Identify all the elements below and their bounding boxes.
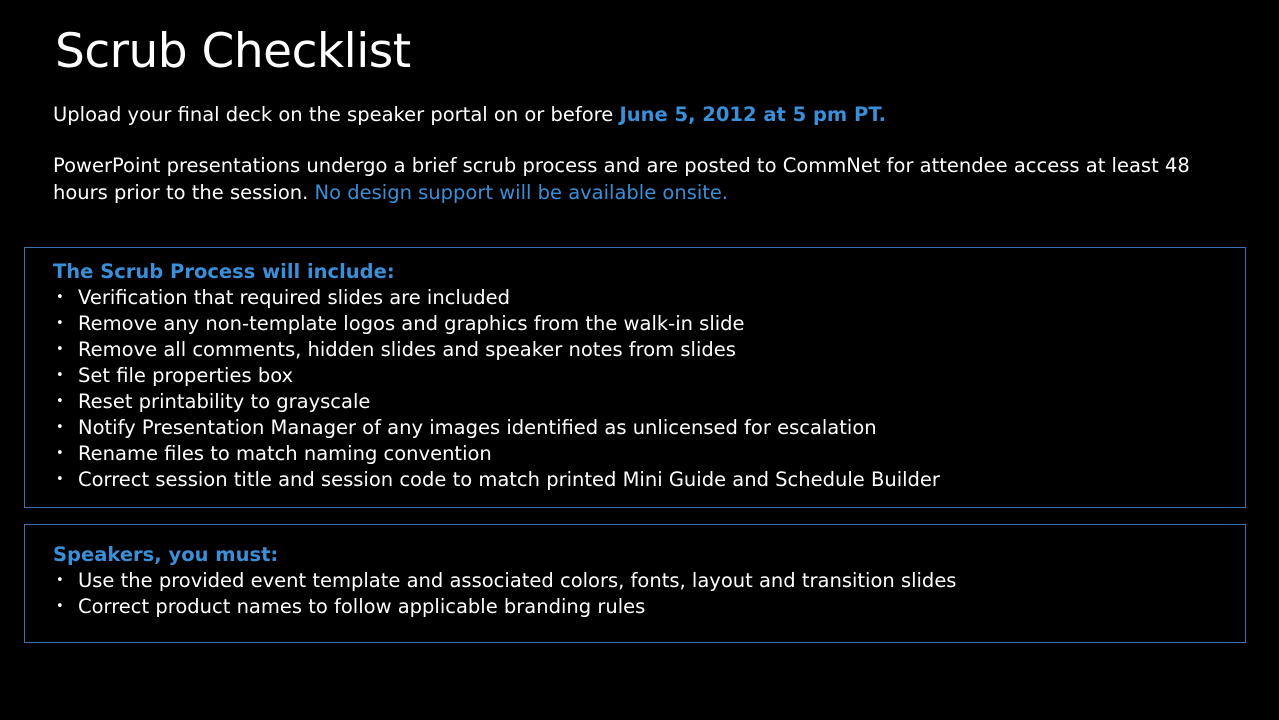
scrub-description-text: PowerPoint presentations undergo a brief scrub process and are posted to CommNet for attendee access at least 48 hours prior to the session.: [53, 154, 1190, 204]
list-item: [53, 441, 1245, 467]
design-support-note: No design support will be available onsite.: [314, 181, 729, 204]
bullet-icon: •: [56, 290, 64, 305]
list-item-text: Verification that required slides are included: [78, 286, 510, 309]
upload-deadline: June 5, 2012 at 5 pm PT.: [619, 103, 887, 126]
list-item: [53, 467, 1245, 493]
bullet-icon: •: [56, 394, 64, 409]
speakers-box: [24, 524, 1246, 643]
list-item-text: Notify Presentation Manager of any images identified as unlicensed for escalation: [78, 416, 877, 439]
list-item-text: Correct product names to follow applicable branding rules: [78, 595, 646, 618]
slide-title: Scrub Checklist: [55, 24, 411, 79]
list-item: [53, 594, 1245, 620]
list-item-text: Set file properties box: [78, 364, 294, 387]
list-item-text: Rename files to match naming convention: [78, 442, 492, 465]
bullet-icon: •: [56, 472, 64, 487]
list-item: [53, 363, 1245, 389]
list-item-text: Remove all comments, hidden slides and speaker notes from slides: [78, 338, 736, 361]
speakers-list: [53, 568, 1245, 620]
bullet-icon: •: [56, 599, 64, 614]
scrub-process-list: [53, 285, 1245, 493]
scrub-description: [53, 152, 1233, 206]
upload-instruction: [53, 101, 1233, 128]
list-item: [53, 415, 1245, 441]
list-item-text: Correct session title and session code to match printed Mini Guide and Schedule Builder: [78, 468, 940, 491]
bullet-icon: •: [56, 368, 64, 383]
list-item: [53, 285, 1245, 311]
bullet-icon: •: [56, 420, 64, 435]
list-item-text: Remove any non-template logos and graphics from the walk-in slide: [78, 312, 745, 335]
bullet-icon: •: [56, 342, 64, 357]
bullet-icon: •: [56, 446, 64, 461]
bullet-icon: •: [56, 573, 64, 588]
list-item: [53, 337, 1245, 363]
list-item: [53, 568, 1245, 594]
scrub-process-box: [24, 247, 1246, 508]
list-item: [53, 311, 1245, 337]
scrub-process-heading: The Scrub Process will include:: [53, 260, 395, 283]
speakers-heading: Speakers, you must:: [53, 543, 279, 566]
list-item-text: Use the provided event template and associated colors, fonts, layout and transition slides: [78, 569, 957, 592]
bullet-icon: •: [56, 316, 64, 331]
list-item: [53, 389, 1245, 415]
intro-text: [53, 101, 1233, 206]
list-item-text: Reset printability to grayscale: [78, 390, 371, 413]
upload-instruction-text: Upload your final deck on the speaker portal on or before: [53, 103, 620, 126]
